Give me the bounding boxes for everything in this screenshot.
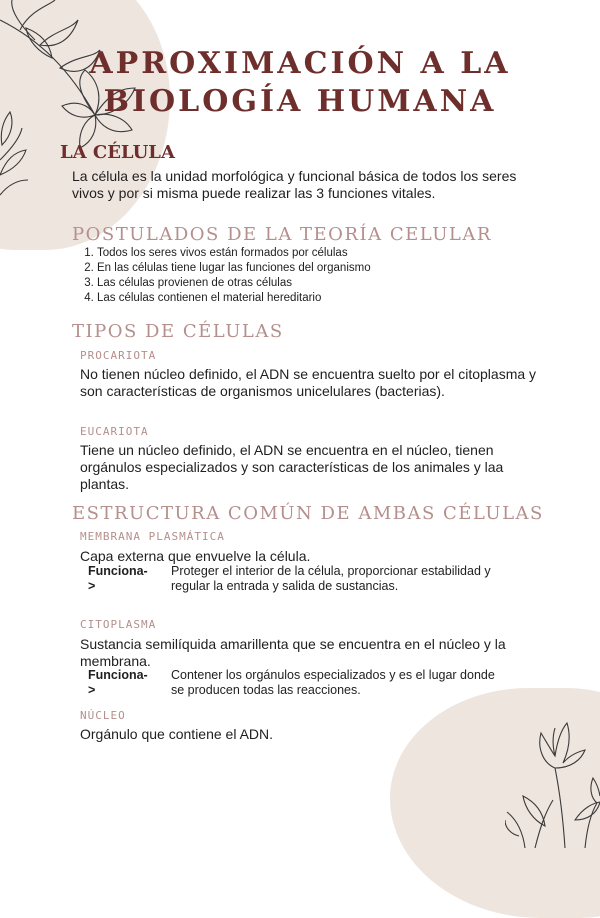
cell-paragraph: La célula es la unidad morfológica y funcional básica de todos los seres vivos y por si misma puede realizar las 3 funciones vitales. bbox=[72, 168, 517, 201]
membrane-paragraph: Capa externa que envuelve la célula. bbox=[80, 548, 311, 564]
list-item: 3. Las células provienen de otras células bbox=[97, 276, 371, 291]
membrane-function-text: Proteger el interior de la célula, proporcionar estabilidad y regular la entrada y salida de sustancias. bbox=[171, 564, 491, 593]
prokaryote-paragraph: No tienen núcleo definido, el ADN se encuentra suelto por el citoplasma y son características de organismos unicelulares (bacterias). bbox=[80, 366, 537, 399]
list-item: 2. En las células tiene lugar las funciones del organismo bbox=[97, 261, 371, 276]
cytoplasm-paragraph: Sustancia semilíquida amarillenta que se encuentra en el núcleo y la membrana. bbox=[80, 636, 506, 669]
list-item: 1. Todos los seres vivos están formados por células bbox=[97, 246, 371, 261]
cell-types-heading: TIPOS DE CÉLULAS bbox=[72, 321, 284, 342]
page-title-line-1: APROXIMACIÓN A LA bbox=[89, 46, 511, 81]
cytoplasm-function-label: Funciona-> bbox=[88, 668, 148, 697]
eukaryote-label: EUCARIOTA bbox=[80, 425, 149, 438]
common-structure-heading: ESTRUCTURA COMÚN DE AMBAS CÉLULAS bbox=[72, 503, 544, 524]
cell-heading: LA CÉLULA bbox=[60, 142, 175, 163]
cytoplasm-function-text: Contener los orgánulos especializados y es el lugar donde se producen todas las reacciones. bbox=[171, 668, 495, 697]
cytoplasm-label: CITOPLASMA bbox=[80, 618, 157, 631]
list-item: 4. Las células contienen el material hereditario bbox=[97, 291, 371, 306]
nucleus-paragraph: Orgánulo que contiene el ADN. bbox=[80, 726, 274, 742]
postulates-list bbox=[83, 246, 371, 306]
membrane-label: MEMBRANA PLASMÁTICA bbox=[80, 530, 225, 543]
postulates-heading: POSTULADOS DE LA TEORÍA CELULAR bbox=[72, 224, 492, 245]
nucleus-label: NÚCLEO bbox=[80, 709, 126, 722]
page-title-line-2: BIOLOGÍA HUMANA bbox=[103, 84, 497, 119]
membrane-function-label: Funciona-> bbox=[88, 564, 148, 593]
eukaryote-paragraph: Tiene un núcleo definido, el ADN se encuentra en el núcleo, tienen orgánulos especializados y son características de los animales y laa plantas. bbox=[80, 442, 504, 492]
prokaryote-label: PROCARIOTA bbox=[80, 349, 157, 362]
tulip-flowers-illustration bbox=[505, 708, 600, 848]
